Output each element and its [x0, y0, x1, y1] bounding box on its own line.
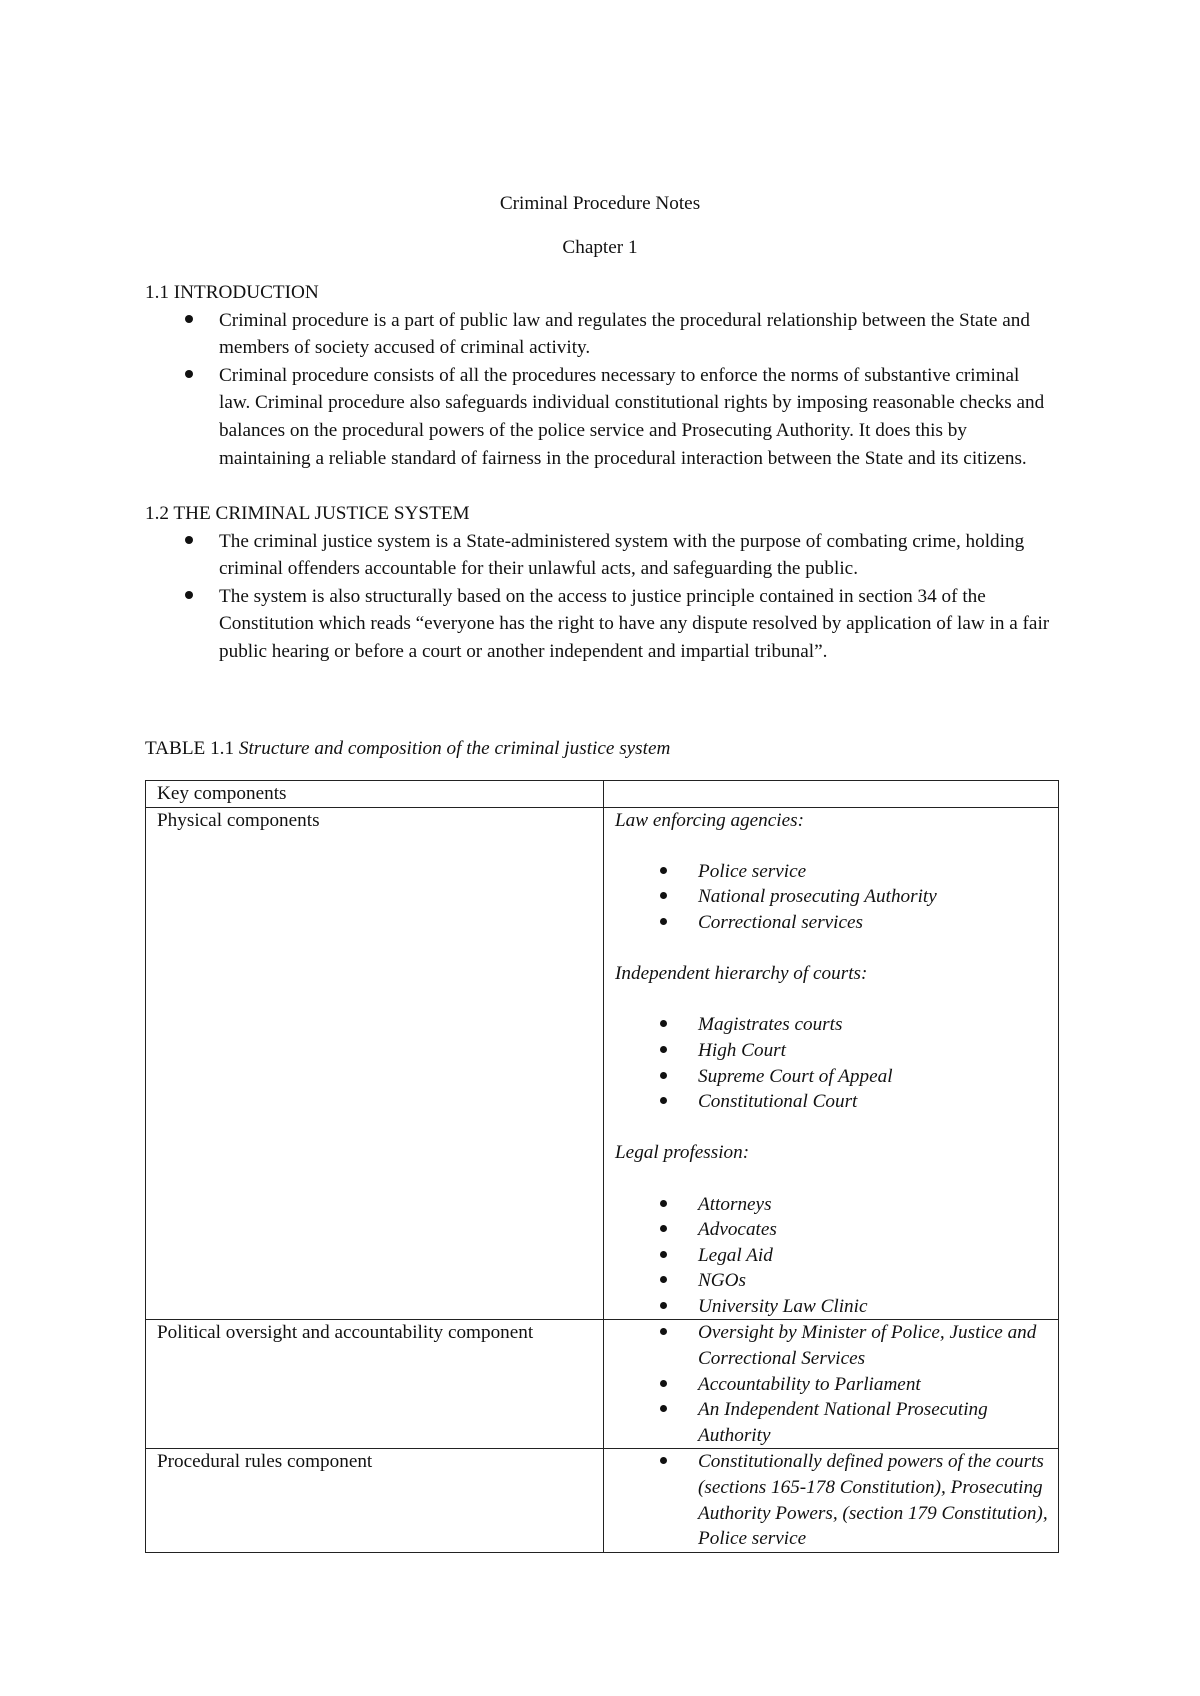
bullet-icon	[660, 1302, 667, 1309]
group-list	[615, 1192, 1050, 1320]
item-text: Oversight by Minister of Police, Justice and Correctional Services	[698, 1322, 1037, 1370]
bullet-icon	[660, 1251, 667, 1258]
list-item	[615, 1064, 1050, 1090]
table-caption	[145, 735, 670, 763]
bullet-icon	[660, 1020, 667, 1027]
component-detail-cell	[604, 1449, 1059, 1552]
item-text: Advocates	[698, 1219, 777, 1241]
table-header-cell	[604, 781, 1059, 808]
table-caption-title: Structure and composition of the criminal justice system	[238, 738, 671, 759]
list-item	[615, 1449, 1050, 1551]
list-item	[615, 859, 1050, 885]
section-heading: 1.1 INTRODUCTION	[145, 282, 319, 303]
bullet-text: The system is also structurally based on the access to justice principle contained in section 34 of the Constitution which reads “everyone has the right to have any dispute resolved by application of law in a fair public hearing or before a court or another independent and impartial tribunal”.	[219, 585, 1050, 662]
list-item	[615, 1192, 1050, 1218]
item-text: Accountability to Parliament	[698, 1373, 921, 1395]
bullet-icon	[660, 1072, 667, 1079]
item-text: Supreme Court of Appeal	[698, 1065, 893, 1087]
item-text: Correctional services	[698, 911, 864, 933]
bullet-icon	[660, 892, 667, 899]
item-text: National prosecuting Authority	[698, 886, 937, 908]
item-list	[615, 1320, 1050, 1448]
table-header-row	[146, 781, 1059, 808]
list-item	[615, 1038, 1050, 1064]
group-list	[615, 859, 1050, 936]
table-row	[146, 1320, 1059, 1449]
table-row	[146, 807, 1059, 1320]
bullet-text: Criminal procedure is a part of public law and regulates the procedural relationship between the State and members of society accused of criminal activity.	[219, 309, 1030, 359]
bullet-icon	[660, 1328, 667, 1335]
bullet-text: Criminal procedure consists of all the procedures necessary to enforce the norms of substantive criminal law. Criminal procedure also safeguards individual constitutional rights by imposing reasonable checks and balances on the procedural powers of the police service and Prosecuting Authority. It does this by maintaining a reliable standard of fairness in the procedural interaction between the State and its citizens.	[219, 364, 1045, 469]
component-detail-cell	[604, 1320, 1059, 1449]
list-item	[615, 884, 1050, 910]
list-item	[145, 583, 1060, 666]
component-name-cell: Procedural rules component	[146, 1449, 604, 1552]
list-item	[615, 1217, 1050, 1243]
item-text: Legal Aid	[698, 1244, 773, 1266]
list-item	[615, 910, 1050, 936]
item-text: Constitutional Court	[698, 1091, 858, 1113]
list-item	[615, 1294, 1050, 1320]
component-detail-cell	[604, 807, 1059, 1320]
bullet-icon	[660, 1200, 667, 1207]
bullet-text: The criminal justice system is a State-administered system with the purpose of combating crime, holding criminal offenders accountable for their unlawful acts, and safeguarding the public.	[219, 530, 1025, 580]
item-text: Constitutionally defined powers of the courts (sections 165-178 Constitution), Prosecuting Authority Powers, (section 179 Constitution), Police service	[698, 1451, 1048, 1550]
bullet-icon	[660, 1225, 667, 1232]
item-text: An Independent National Prosecuting Authority	[698, 1399, 988, 1446]
bullet-icon	[660, 918, 667, 925]
item-text: Police service	[698, 860, 807, 882]
list-item	[615, 1397, 1050, 1448]
bullet-icon	[185, 536, 193, 544]
table-header-cell: Key components	[146, 781, 604, 808]
list-item	[145, 362, 1045, 472]
section-criminal-justice-system	[145, 500, 1060, 666]
bullet-icon	[660, 1457, 667, 1464]
group-title: Law enforcing agencies:	[615, 809, 804, 831]
item-text: University Law Clinic	[698, 1295, 868, 1317]
table-caption-label: TABLE 1.1	[145, 738, 239, 759]
list-item	[615, 1243, 1050, 1269]
list-item	[615, 1012, 1050, 1038]
components-table	[145, 780, 1059, 1553]
section-introduction	[145, 279, 1045, 472]
bullet-icon	[660, 1405, 667, 1412]
bullet-list	[145, 528, 1060, 666]
item-text: Magistrates courts	[698, 1014, 843, 1036]
table-row	[146, 1449, 1059, 1552]
section-heading: 1.2 THE CRIMINAL JUSTICE SYSTEM	[145, 503, 470, 524]
group-title: Independent hierarchy of courts:	[615, 963, 868, 985]
component-name-cell: Physical components	[146, 807, 604, 1320]
chapter-heading: Chapter 1	[562, 237, 638, 258]
bullet-icon	[185, 591, 193, 599]
component-name-cell: Political oversight and accountability component	[146, 1320, 604, 1449]
list-item	[615, 1268, 1050, 1294]
bullet-icon	[660, 1380, 667, 1387]
bullet-icon	[660, 1046, 667, 1053]
bullet-icon	[185, 370, 193, 378]
bullet-list	[145, 307, 1045, 473]
document-title: Criminal Procedure Notes	[499, 193, 701, 214]
group-list	[615, 1012, 1050, 1114]
list-item	[615, 1089, 1050, 1115]
item-text: High Court	[698, 1039, 786, 1061]
list-item	[145, 307, 1045, 362]
bullet-icon	[660, 1276, 667, 1283]
list-item	[615, 1372, 1050, 1398]
list-item	[145, 528, 1060, 583]
bullet-icon	[660, 867, 667, 874]
bullet-icon	[185, 315, 193, 323]
group-title: Legal profession:	[615, 1142, 750, 1164]
item-text: NGOs	[698, 1270, 746, 1292]
bullet-icon	[660, 1097, 667, 1104]
item-list	[615, 1449, 1050, 1551]
item-text: Attorneys	[698, 1193, 772, 1215]
list-item	[615, 1320, 1050, 1371]
